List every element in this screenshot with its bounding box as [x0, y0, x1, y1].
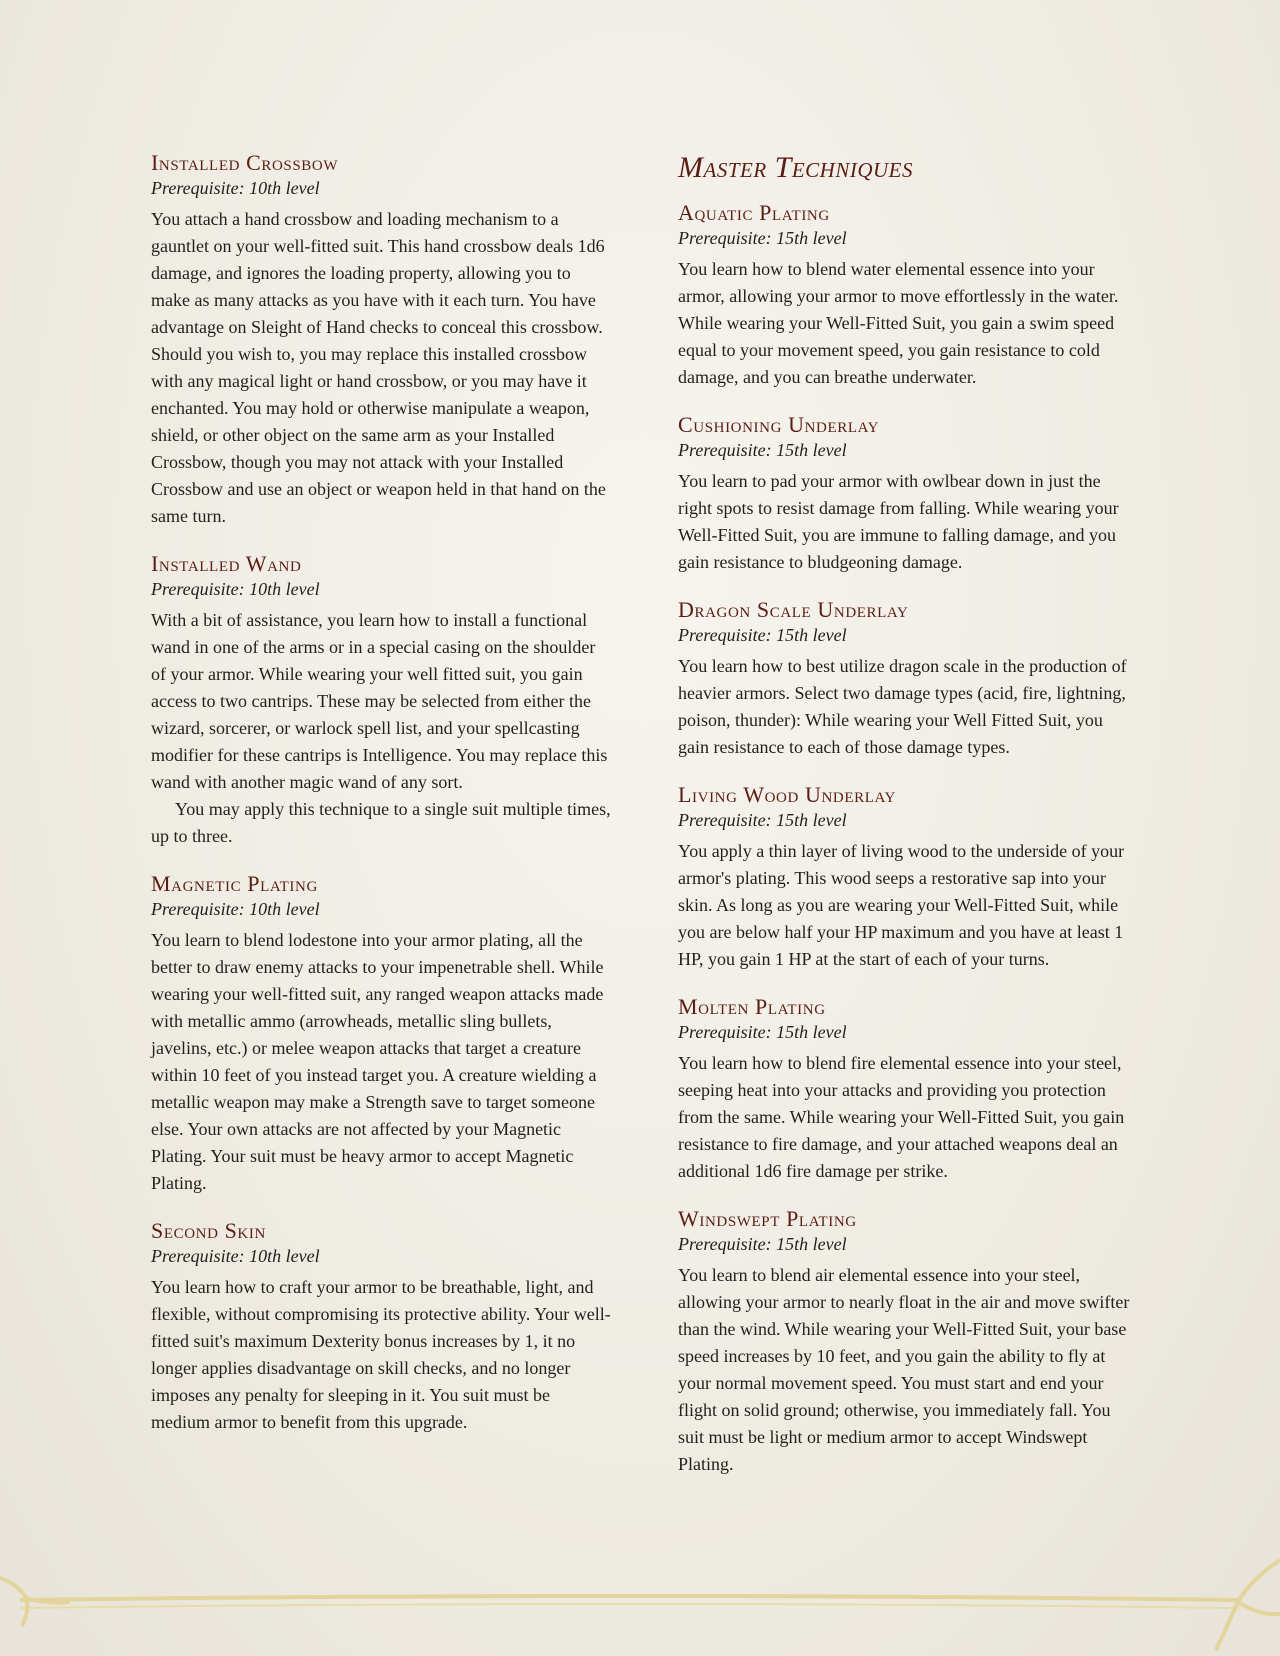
- paragraph: You learn how to best utilize dragon scale in the production of heavier armors. Select two damage types (acid, fire, lightning, poison, thunder): While wearing your Well Fitted Suit, you gain resistance to each of those damage types.: [678, 656, 1127, 757]
- prerequisite: Prerequisite: 10th level: [151, 579, 320, 599]
- right-column: [678, 150, 1138, 1499]
- paragraph: You may apply this technique to a single suit multiple times, up to three.: [151, 799, 611, 846]
- paragraph: You learn how to blend water elemental essence into your armor, allowing your armor to move effortlessly in the water. While wearing your Well-Fitted Suit, you gain a swim speed equal to your movement speed, you gain resistance to cold damage, and you can breathe underwater.: [678, 259, 1119, 387]
- section-cushioning-underlay: [678, 412, 1138, 576]
- footer-line: [20, 1596, 1240, 1600]
- prerequisite: Prerequisite: 15th level: [678, 1234, 847, 1254]
- section-title: Aquatic Plating: [678, 200, 830, 225]
- footer-swirl-right: [1216, 1560, 1280, 1650]
- prerequisite: Prerequisite: 15th level: [678, 440, 847, 460]
- paragraph: You learn to pad your armor with owlbear down in just the right spots to resist damage from falling. While wearing your Well-Fitted Suit, you are immune to falling damage, and you gain resistance to bludgeoning damage.: [678, 471, 1119, 572]
- prerequisite: Prerequisite: 10th level: [151, 899, 320, 919]
- prerequisite: Prerequisite: 10th level: [151, 178, 320, 198]
- footer-line: [20, 1604, 1240, 1608]
- section-installed-crossbow: [151, 150, 611, 530]
- footer-ornament: [0, 1540, 1280, 1656]
- prerequisite: Prerequisite: 10th level: [151, 1246, 320, 1266]
- paragraph: You learn to blend lodestone into your armor plating, all the better to draw enemy attacks to your impenetrable shell. While wearing your well-fitted suit, any ranged weapon attacks made with metallic ammo (arrowheads, metallic sling bullets, javelins, etc.) or melee weapon attacks that target a creature within 10 feet of you instead target you. A creature wielding a metallic weapon may make a Strength save to target someone else. Your own attacks are not affected by your Magnetic Plating. Your suit must be heavy armor to accept Magnetic Plating.: [151, 930, 604, 1193]
- prerequisite: Prerequisite: 15th level: [678, 1022, 847, 1042]
- prerequisite: Prerequisite: 15th level: [678, 625, 847, 645]
- section-aquatic-plating: [678, 200, 1138, 391]
- section-windswept-plating: [678, 1206, 1138, 1478]
- section-title: Living Wood Underlay: [678, 782, 896, 807]
- section-title: Second Skin: [151, 1218, 266, 1243]
- prerequisite: Prerequisite: 15th level: [678, 228, 847, 248]
- section-second-skin: [151, 1218, 611, 1436]
- section-molten-plating: [678, 994, 1138, 1185]
- section-title: Cushioning Underlay: [678, 412, 880, 437]
- section-title: Dragon Scale Underlay: [678, 597, 909, 622]
- paragraph: With a bit of assistance, you learn how to install a functional wand in one of the arms or in a special casing on the shoulder of your armor. While wearing your well fitted suit, you gain access to two cantrips. These may be selected from either the wizard, sorcerer, or warlock spell list, and your spellcasting modifier for these cantrips is Intelligence. You may replace this wand with another magic wand of any sort.: [151, 610, 608, 792]
- paragraph: You learn how to craft your armor to be breathable, light, and flexible, without compromising its protective ability. Your well-fitted suit's maximum Dexterity bonus increases by 1, it no longer applies disadvantage on skill checks, and no longer imposes any penalty for sleeping in it. You suit must be medium armor to benefit from this upgrade.: [151, 1277, 611, 1432]
- prerequisite: Prerequisite: 15th level: [678, 810, 847, 830]
- paragraph: You learn how to blend fire elemental essence into your steel, seeping heat into your attacks and providing you protection from the same. While wearing your Well-Fitted Suit, you gain resistance to fire damage, and your attached weapons deal an additional 1d6 fire damage per strike.: [678, 1053, 1125, 1181]
- section-living-wood-underlay: [678, 782, 1138, 973]
- section-dragon-scale-underlay: [678, 597, 1138, 761]
- section-title: Magnetic Plating: [151, 871, 318, 896]
- section-title: Installed Wand: [151, 551, 302, 576]
- section-installed-wand: [151, 551, 611, 850]
- left-column: [151, 150, 611, 1457]
- paragraph: You attach a hand crossbow and loading mechanism to a gauntlet on your well-fitted suit. This hand crossbow deals 1d6 damage, and ignores the loading property, allowing you to make as many attacks as you have with it each turn. You have advantage on Sleight of Hand checks to conceal this crossbow. Should you wish to, you may replace this installed crossbow with any magical light or hand crossbow, or you may have it enchanted. You may hold or otherwise manipulate a weapon, shield, or other object on the same arm as your Installed Crossbow, though you may not attack with your Installed Crossbow and use an object or weapon held in that hand on the same turn.: [151, 209, 606, 526]
- paragraph: You learn to blend air elemental essence into your steel, allowing your armor to nearly float in the air and move swifter than the wind. While wearing your Well-Fitted Suit, your base speed increases by 10 feet, and you gain the ability to fly at your normal movement speed. You must start and end your flight on solid ground; otherwise, you immediately fall. You suit must be light or medium armor to accept Windswept Plating.: [678, 1265, 1130, 1474]
- chapter-title: Master Techniques: [678, 151, 913, 184]
- section-magnetic-plating: [151, 871, 611, 1197]
- section-title: Molten Plating: [678, 994, 826, 1019]
- section-title: Installed Crossbow: [151, 150, 339, 175]
- footer-swirl-left: [0, 1578, 70, 1626]
- section-title: Windswept Plating: [678, 1206, 857, 1231]
- paragraph: You apply a thin layer of living wood to the underside of your armor's plating. This wood seeps a restorative sap into your skin. As long as you are wearing your Well-Fitted Suit, while you are below half your HP maximum and you have at least 1 HP, you gain 1 HP at the start of each of your turns.: [678, 841, 1125, 969]
